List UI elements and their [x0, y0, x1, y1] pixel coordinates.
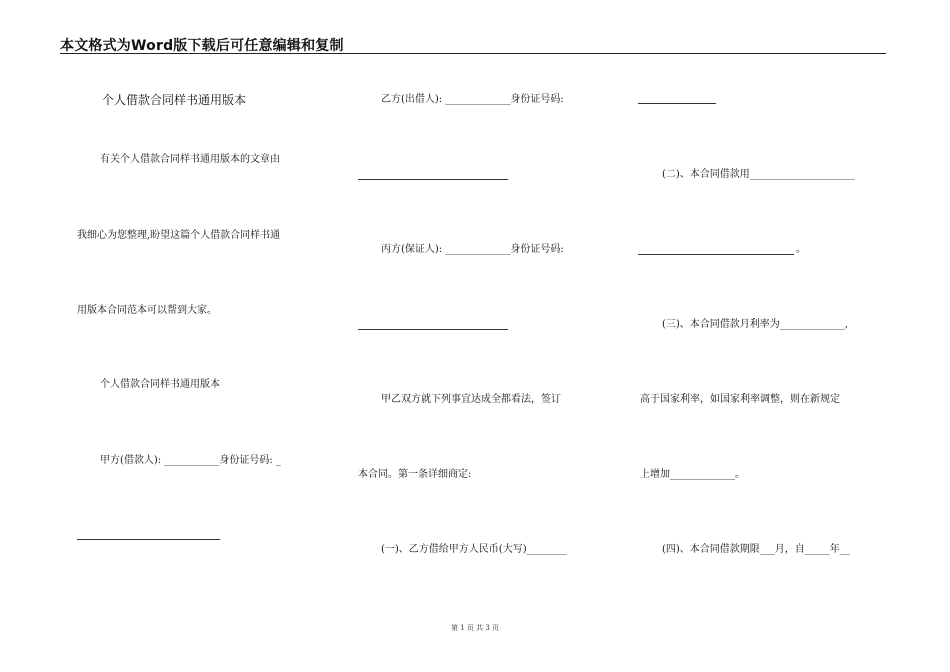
intro-line-3: 用版本合同范本可以帮到大家。 [77, 305, 217, 316]
clause-3-line: (三)、本合同借款月利率为_____________, [662, 319, 848, 330]
blank-underline [358, 179, 508, 180]
clause-1-line: (一)、乙方借给甲方人民币(大写)________ [381, 544, 567, 555]
party-b-line: 乙方(出借人): _____________身份证号码: [381, 94, 564, 105]
contract-title: 个人借款合同样书通用版本 [102, 93, 247, 107]
blank-underline [358, 329, 508, 330]
clause-2-line: (二)、本合同借款用_____________________ [662, 169, 855, 180]
intro-line-2: 我细心为您整理,盼望这篇个人借款合同样书通 [77, 230, 281, 241]
header-text: 本文格式为Word版下载后可任意编辑和复制 [60, 38, 344, 54]
party-a-line: 甲方(借款人): ___________身份证号码: _ [100, 455, 281, 466]
page-number: 第 1 页 共 3 页 [450, 624, 500, 632]
clause-4-line: (四)、本合同借款期限___月，自_____年__ [662, 544, 850, 555]
blank-underline [638, 103, 716, 104]
blank-underline [638, 254, 794, 255]
document-header [60, 32, 886, 54]
agreement-line-1: 甲乙双方就下列事宜达成全都看法，签订 [381, 394, 561, 405]
period-mark: 。 [796, 244, 806, 255]
intro-line-1: 有关个人借款合同样书通用版本的文章由 [100, 154, 280, 165]
contract-subtitle: 个人借款合同样书通用版本 [100, 379, 220, 390]
rate-line-1: 高于国家利率，如国家利率调整，则在新规定 [640, 394, 840, 405]
rate-line-2: 上增加_____________。 [640, 469, 745, 480]
agreement-line-2: 本合同。第一条详细商定: [358, 469, 472, 480]
blank-underline [77, 539, 220, 540]
party-c-line: 丙方(保证人): _____________身份证号码: [381, 244, 564, 255]
